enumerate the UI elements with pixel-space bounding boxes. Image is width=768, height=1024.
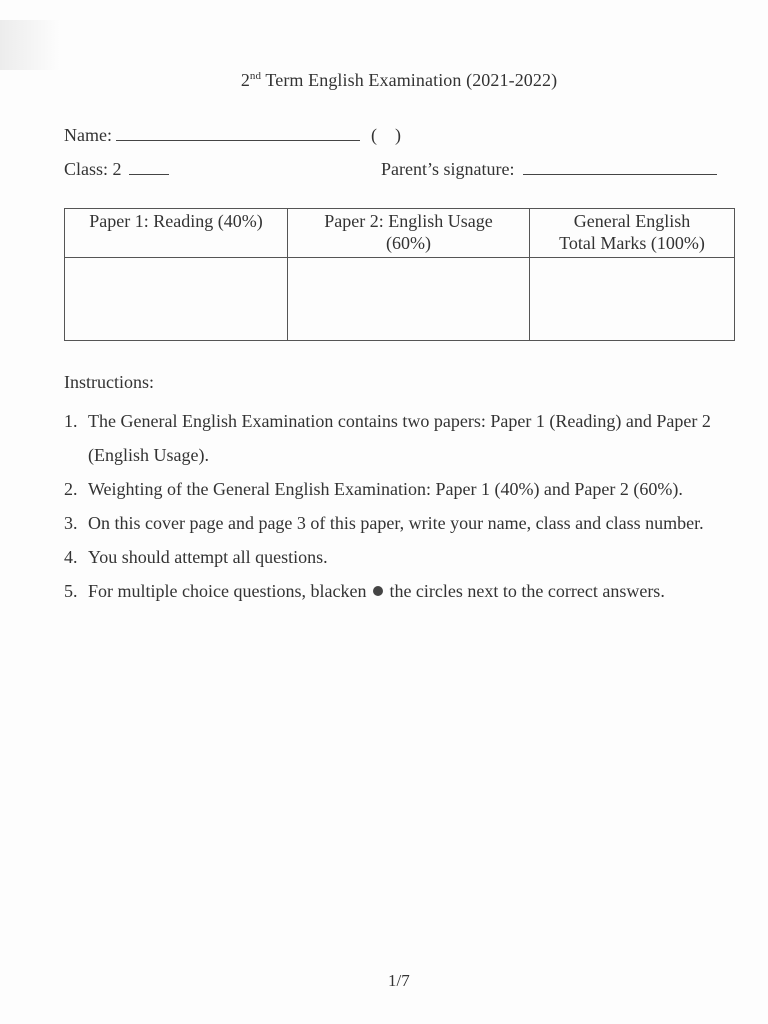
title-ordinal-suffix: nd: [249, 70, 262, 82]
instruction-item: [64, 506, 744, 540]
header-total-line-2: Total Marks (100%): [559, 233, 705, 253]
header-total-marks: [530, 209, 735, 258]
instruction-item: [64, 404, 744, 472]
instruction-number: 3.: [64, 513, 78, 533]
scan-shadow: [0, 20, 60, 70]
paren-close: ): [394, 125, 401, 145]
instruction-number: 1.: [64, 411, 78, 431]
instruction-text: The General English Examination contains two papers: Paper 1 (Reading) and Paper 2 (English Usage).: [88, 411, 711, 465]
filled-circle-icon: [373, 586, 383, 596]
page-number: 1/7: [388, 971, 410, 990]
marks-table: [64, 208, 735, 341]
parent-signature-label: Parent’s signature:: [381, 159, 515, 179]
class-field-row: [64, 159, 169, 180]
parent-signature-row: [381, 159, 717, 180]
instruction-item: [64, 540, 744, 574]
instructions-heading: Instructions:: [64, 372, 154, 392]
marks-table-header-row: [65, 209, 735, 258]
instruction-number: 5.: [64, 581, 78, 601]
marks-table-value-row: [65, 258, 735, 341]
paper-1-marks-cell[interactable]: [65, 258, 288, 341]
instruction-item: [64, 574, 744, 608]
header-paper-1: [65, 209, 288, 258]
instruction-text: On this cover page and page 3 of this paper, write your name, class and class number.: [88, 513, 704, 533]
instruction-number: 4.: [64, 547, 78, 567]
instruction-item: [64, 472, 744, 506]
header-paper-1-line-1: Paper 1: Reading (40%): [89, 211, 263, 231]
header-total-line-1: General English: [573, 211, 691, 231]
header-paper-2-line-1: Paper 2: English Usage: [324, 211, 493, 231]
class-blank-line[interactable]: [129, 173, 169, 175]
instruction-text: You should attempt all questions.: [88, 547, 328, 567]
class-number-bracket[interactable]: [371, 125, 401, 146]
header-paper-2: [288, 209, 530, 258]
name-field-row: [64, 125, 401, 146]
paper-2-marks-cell[interactable]: [288, 258, 530, 341]
paren-open: (: [370, 125, 377, 145]
parent-signature-blank-line[interactable]: [523, 173, 717, 175]
instruction-text-after: the circles next to the correct answers.: [389, 581, 665, 601]
page-title: [0, 70, 768, 91]
name-blank-line[interactable]: [116, 139, 360, 141]
title-ordinal: 2: [240, 70, 250, 90]
header-paper-2-line-2: (60%): [386, 233, 431, 253]
total-marks-cell[interactable]: [530, 258, 735, 341]
name-label: Name:: [64, 125, 112, 145]
instruction-text: Weighting of the General English Examination: Paper 1 (40%) and Paper 2 (60%).: [88, 479, 683, 499]
class-label: Class: 2: [64, 159, 122, 179]
instruction-number: 2.: [64, 479, 78, 499]
instructions-list: [64, 404, 744, 608]
instruction-text-before: For multiple choice questions, blacken: [88, 581, 367, 601]
title-text: Term English Examination (2021-2022): [261, 70, 558, 90]
